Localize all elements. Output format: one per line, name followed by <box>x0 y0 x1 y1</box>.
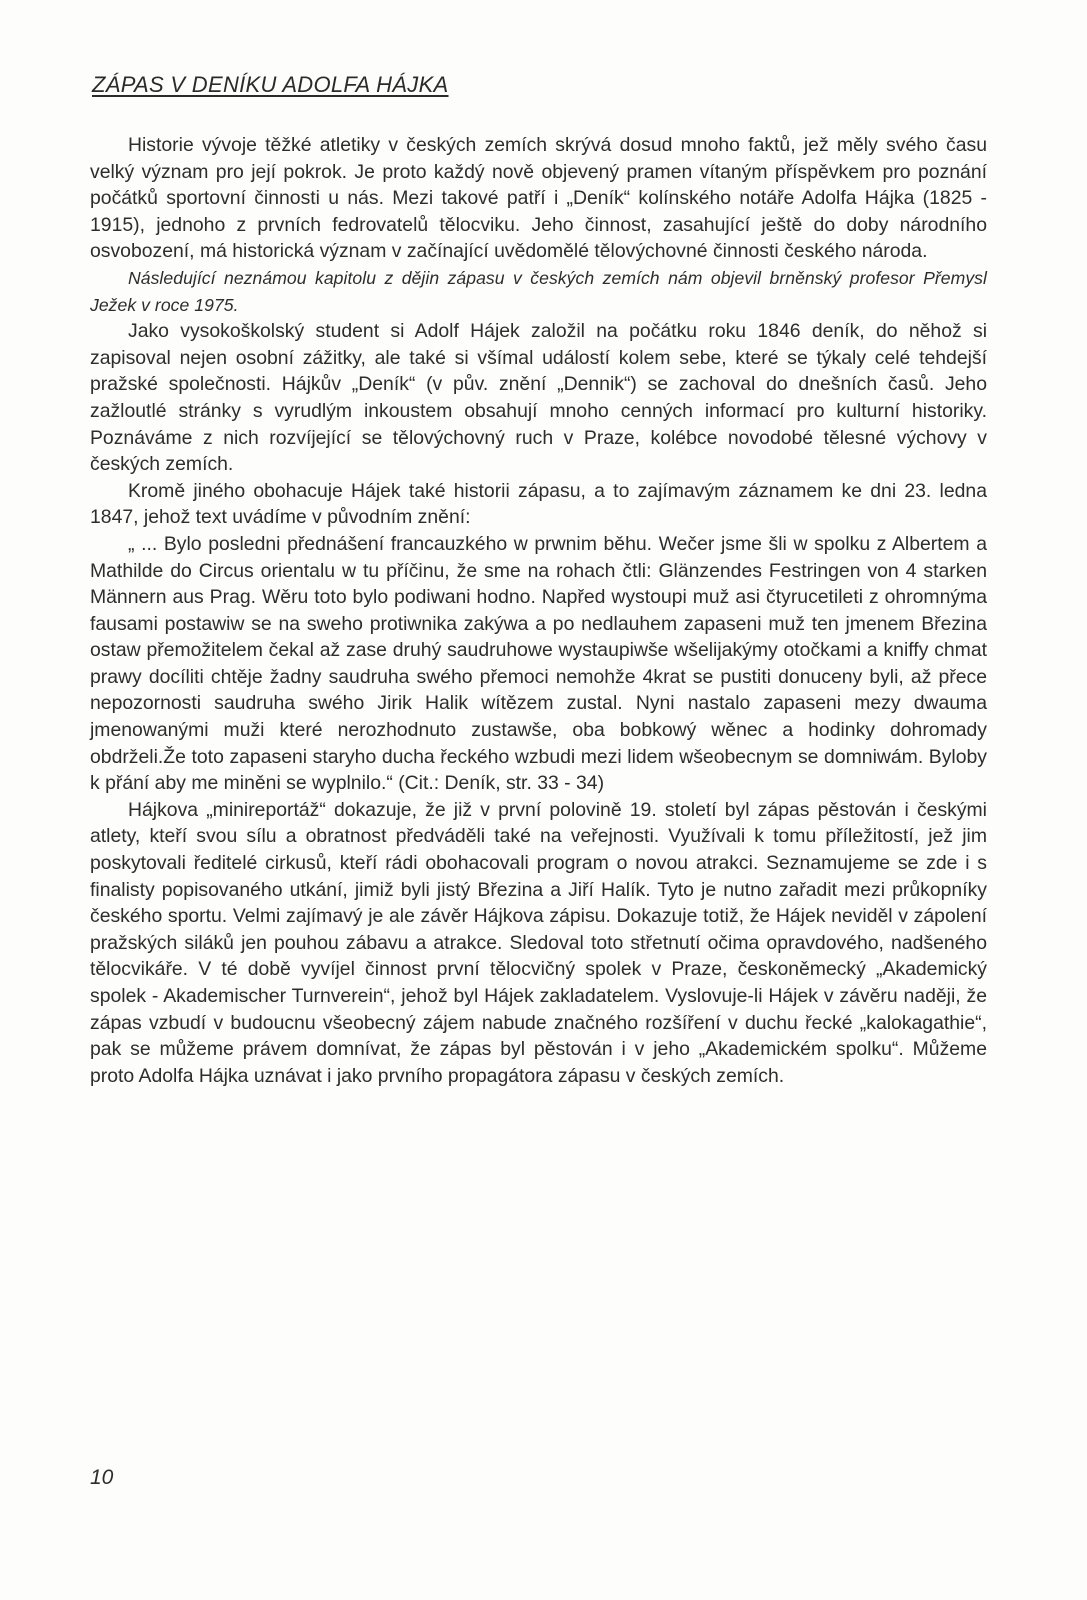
page-number: 10 <box>90 1466 114 1489</box>
paragraph-diary: Jako vysokoškolský student si Adolf Hájek založil na počátku roku 1846 deník, do něhož si zapisoval nejen osobní zážitky, ale také si všímal událostí kolem sebe, které se týkaly celé tehdejší pražské společnosti. Hájkův „Deník“ (v pův. znění „Dennik“) se zachoval do dnešních časů. Jeho zažloutlé stránky s vyrudlým inkoustem obsahují mnoho cenných informací pro kulturní historiky. Poznáváme z nich rozvíjející se tělovýchovný ruch v Praze, kolébce novodobé tělesné výchovy v českých zemích. <box>90 320 987 476</box>
paragraph-note: Následující neznámou kapitolu z dějin zápasu v českých zemích nám objevil brněnský profesor Přemysl Ježek v roce 1975. <box>90 267 987 315</box>
article-body <box>90 132 987 1089</box>
paragraph-record: Kromě jiného obohacuje Hájek také historii zápasu, a to zajímavým záznamem ke dni 23. ledna 1847, jehož text uvádíme v původním znění: <box>90 479 987 529</box>
article-title: ZÁPAS V DENÍKU ADOLFA HÁJKA <box>92 72 449 97</box>
paragraph-conclusion: Hájkova „minireportáž“ dokazuje, že již v první polovině 19. století byl zápas pěstován i českými atlety, kteří svou sílu a obratnost předváděli také na veřejnosti. Využívali k tomu příležitostí, jež jim poskytovali ředitelé cirkusů, kteří rádi obohacovali program o novou atrakci. Seznamujeme se zde i s finalisty popisovaného utkání, jimiž byli jistý Březina a Jiří Halík. Tyto je nutno zařadit mezi průkopníky českého sportu. Velmi zajímavý je ale závěr Hájkova zápisu. Dokazuje totiž, že Hájek neviděl v zápolení pražských siláků jen pouhou zábavu a atrakce. Sledoval toto střetnutí očima opravdového, nadšeného tělocvikáře. V té době vyvíjel činnost první tělocvičný spolek v Praze, českoněmecký „Akademický spolek - Akademischer Turnverein“, jehož byl Hájek zakladatelem. Vyslovuje-li Hájek v závěru naději, že zápas vzbudí v budoucnu všeobecný zájem nabude značného rozšíření v duchu řecké „kalokagathie“, pak se můžeme právem domnívat, že zápas byl pěstován i v jeho „Akademickém spolku“. Můžeme proto Adolfa Hájka uznávat i jako prvního propagátora zápasu v českých zemích. <box>90 798 987 1087</box>
paragraph-quote: „ ... Bylo posledni přednášení francauzkého w prwnim běhu. Wečer jsme šli w spolku z Albertem a Mathilde do Circus orientalu w tu příčinu, že sme na rohach čtli: Glänzendes Festringen von 4 starken Männern aus Prag. Wěru toto bylo podiwani hodno. Napřed wystoupi muž asi čtyrucetileti z ohromnýma fausami postawiw se na sweho protiwnika zakýwa a po nedlauhem zapaseni muž ten jmenem Březina ostaw přemožitelem čekal až zase druhý saudruhowe wystaupiwše wšelijakýmy otočkami a kniffy chmat prawy docíliti chtěje žadny saudruha swého přemoci nemohže 4krat se pustiti donuceny byli, až přece nepozornosti saudruha swého Jirik Halik wítězem zustal. Nyni nastalo zapaseni mezy dwauma jmenowanými muži které nerozhodnuto zustawše, oba bobkowý wěnec a hodinky dohromady obdrželi.Že toto zapaseni staryho ducha řeckého wzbudi mezi lidem wšeobecnym se domniwám. Byloby k přání aby me miněni se wyplnilo.“ (Cit.: Deník, str. 33 - 34) <box>90 532 987 795</box>
paragraph-intro: Historie vývoje těžké atletiky v českých zemích skrývá dosud mnoho faktů, jež měly svého času velký význam pro její pokrok. Je proto každý nově objevený pramen vítaným příspěvkem pro poznání počátků sportovní činnosti u nás. Mezi takové patří i „Deník“ kolínského notáře Adolfa Hájka (1825 - 1915), jednoho z prvních fedrovatelů tělocviku. Jeho činnost, zasahující ještě do doby národního osvobození, má historická význam v začínající uvědomělé tělovýchovné činnosti českého národa. <box>90 134 987 263</box>
